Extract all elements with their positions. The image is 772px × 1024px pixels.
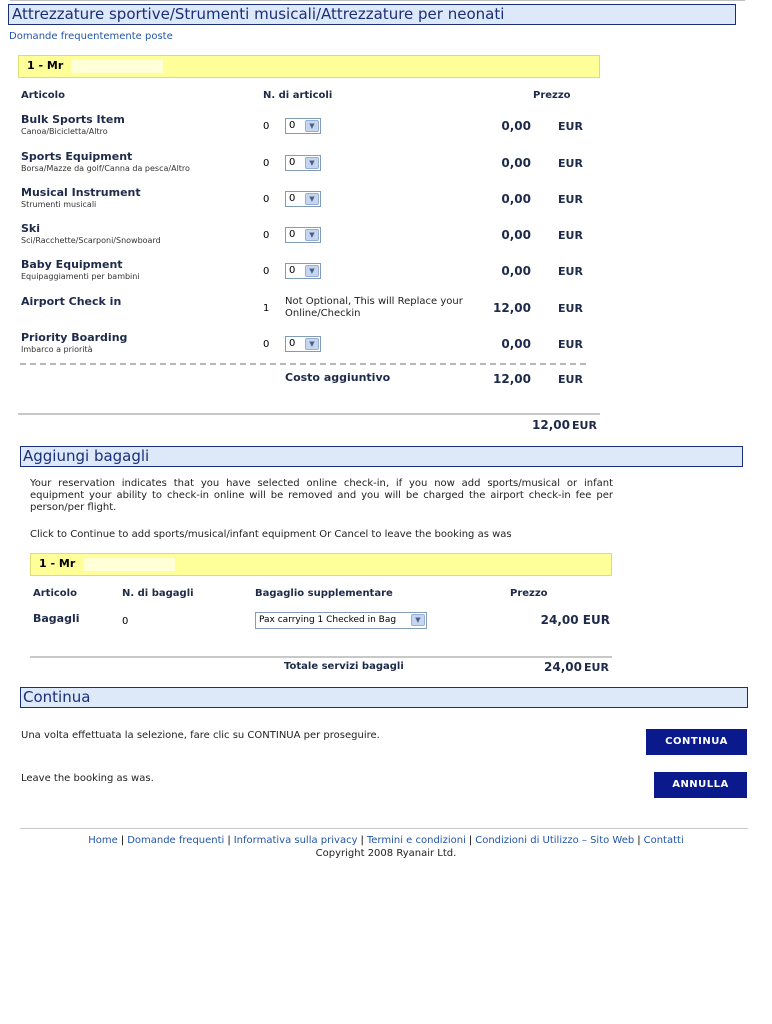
subtotal-price: 12,00	[493, 372, 531, 386]
item-price: 0,00	[501, 156, 531, 170]
continue-button[interactable]: CONTINUA	[646, 729, 747, 755]
item-name: Priority Boarding	[21, 331, 128, 344]
footer-link-privacy[interactable]: Informativa sulla privacy	[233, 835, 358, 846]
item-qty: 0	[263, 266, 270, 277]
chevron-down-icon[interactable]: ▼	[305, 229, 319, 241]
item-currency: EUR	[558, 193, 583, 206]
footer-link-conditions[interactable]: Condizioni di Utilizzo – Sito Web	[475, 835, 635, 846]
quantity-select[interactable]	[285, 227, 321, 243]
item-price: 0,00	[501, 119, 531, 133]
quantity-select-value: 0	[289, 193, 296, 204]
bags-total-price: 24,00	[544, 660, 582, 674]
cancel-button[interactable]: ANNULLA	[654, 772, 747, 798]
item-currency: EUR	[558, 338, 583, 351]
extra-bag-select-value: Pax carrying 1 Checked in Bag	[259, 615, 397, 625]
dashed-divider	[20, 363, 586, 365]
quantity-select[interactable]	[285, 155, 321, 171]
bags-passenger-bar	[30, 553, 612, 576]
bags-row-count: 0	[122, 616, 129, 627]
footer-link-home[interactable]: Home	[88, 835, 118, 846]
item-qty: 0	[263, 194, 270, 205]
footer-links	[0, 835, 772, 846]
item-name: Bulk Sports Item	[21, 113, 125, 126]
col-price-header: Prezzo	[533, 90, 571, 101]
footer-sep: |	[120, 835, 125, 846]
item-price: 0,00	[501, 192, 531, 206]
bags-total-currency: EUR	[584, 661, 609, 674]
quantity-select[interactable]	[285, 191, 321, 207]
bags-col-count: N. di bagagli	[122, 588, 194, 599]
item-currency: EUR	[558, 265, 583, 278]
item-qty: 0	[263, 121, 270, 132]
continue-section-title: Continua	[20, 687, 748, 708]
footer-divider	[20, 828, 748, 829]
footer-sep: |	[637, 835, 641, 846]
bags-col-item: Articolo	[33, 588, 77, 599]
footer-sep: |	[360, 835, 364, 846]
subtotal-label: Costo aggiuntivo	[285, 371, 391, 384]
item-note: Not Optional, This will Replace your Online/Checkin	[285, 296, 463, 319]
item-subtitle: Strumenti musicali	[21, 200, 97, 209]
quantity-select-value: 0	[289, 120, 296, 131]
bags-col-price: Prezzo	[510, 588, 548, 599]
equipment-total-price: 12,00	[532, 418, 570, 432]
bags-section-title: Aggiungi bagagli	[20, 446, 743, 467]
item-name: Airport Check in	[21, 295, 122, 308]
passenger-name: 1 - Mr	[27, 59, 64, 72]
item-subtitle: Borsa/Mazze da golf/Canna da pesca/Altro	[21, 164, 190, 173]
faq-link[interactable]: Domande frequentemente poste	[9, 31, 173, 42]
bags-total-divider	[30, 656, 612, 658]
item-name: Ski	[21, 222, 41, 235]
total-divider	[18, 413, 600, 415]
footer-sep: |	[468, 835, 473, 846]
item-name: Sports Equipment	[21, 150, 133, 163]
quantity-select[interactable]	[285, 118, 321, 134]
page-title: Attrezzature sportive/Strumenti musicali/Attrezzature per neonati	[8, 4, 736, 25]
quantity-select[interactable]	[285, 263, 321, 279]
item-price: 0,00	[501, 264, 531, 278]
subtotal-currency: EUR	[558, 373, 583, 386]
chevron-down-icon[interactable]: ▼	[305, 265, 319, 277]
bags-passenger-name: 1 - Mr	[39, 557, 76, 570]
item-price: 12,00	[493, 301, 531, 315]
continue-instruction: Click to Continue to add sports/musical/infant equipment Or Cancel to leave the booking as was	[30, 529, 512, 540]
extra-bag-select[interactable]	[255, 612, 427, 629]
footer-sep: |	[227, 835, 231, 846]
top-divider	[10, 0, 745, 1]
footer-link-contacts[interactable]: Contatti	[643, 835, 684, 846]
item-subtitle: Canoa/Bicicletta/Altro	[21, 127, 108, 136]
cancel-text: Leave the booking as was.	[21, 773, 154, 784]
footer-link-terms[interactable]: Termini e condizioni	[366, 835, 466, 846]
quantity-select-value: 0	[289, 229, 296, 240]
footer-link-faq[interactable]: Domande frequenti	[127, 835, 225, 846]
item-qty: 1	[263, 303, 270, 314]
bags-row-price: 24,00 EUR	[540, 613, 610, 627]
bags-col-extra: Bagaglio supplementare	[255, 588, 393, 599]
equipment-total-currency: EUR	[572, 419, 597, 432]
item-subtitle: Imbarco a priorità	[21, 345, 93, 354]
item-subtitle: Equipaggiamenti per bambini	[21, 272, 140, 281]
quantity-select-value: 0	[289, 338, 296, 349]
item-qty: 0	[263, 158, 270, 169]
item-qty: 0	[263, 230, 270, 241]
chevron-down-icon[interactable]: ▼	[411, 614, 425, 626]
copyright: Copyright 2008 Ryanair Ltd.	[315, 848, 457, 859]
passenger-bar	[18, 55, 600, 78]
item-currency: EUR	[558, 157, 583, 170]
item-subtitle: Sci/Racchette/Scarponi/Snowboard	[21, 236, 161, 245]
continue-text: Una volta effettuata la selezione, fare clic su CONTINUA per proseguire.	[21, 730, 380, 741]
item-currency: EUR	[558, 229, 583, 242]
item-currency: EUR	[558, 120, 583, 133]
chevron-down-icon[interactable]: ▼	[305, 193, 319, 205]
item-name: Musical Instrument	[21, 186, 141, 199]
quantity-select-value: 0	[289, 265, 296, 276]
quantity-select[interactable]	[285, 336, 321, 352]
col-qty-header: N. di articoli	[263, 90, 333, 101]
item-price: 0,00	[501, 337, 531, 351]
passenger-name-mask	[71, 60, 163, 73]
bags-row-item: Bagagli	[33, 612, 80, 625]
chevron-down-icon[interactable]: ▼	[305, 338, 319, 350]
item-name: Baby Equipment	[21, 258, 123, 271]
quantity-select-value: 0	[289, 157, 296, 168]
item-qty: 0	[263, 339, 270, 350]
chevron-down-icon[interactable]: ▼	[305, 120, 319, 132]
bags-total-label: Totale servizi bagagli	[284, 661, 404, 672]
chevron-down-icon[interactable]: ▼	[305, 157, 319, 169]
online-checkin-notice: Your reservation indicates that you have selected online check-in, if you now add sports/musical or infant equipment your ability to check-in online will be removed and you will be charged the airport check-in fee per person/per flight.	[30, 478, 613, 513]
item-price: 0,00	[501, 228, 531, 242]
item-currency: EUR	[558, 302, 583, 315]
bags-passenger-name-mask	[83, 558, 175, 571]
col-item-header: Articolo	[21, 90, 65, 101]
